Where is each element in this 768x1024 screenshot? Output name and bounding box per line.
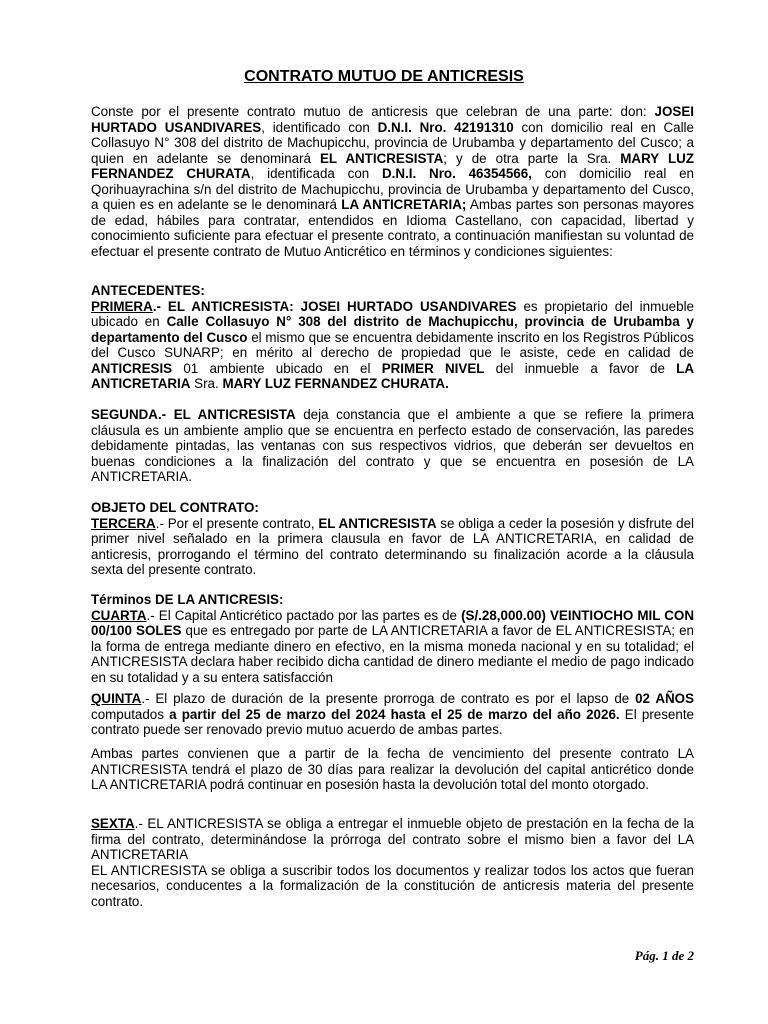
clause-quinta: QUINTA.- El plazo de duración de la presente prorroga de contrato es por el lapso de 02 AÑOS computados a partir del 25 de marzo del 2024 hasta el 25 de marzo del año 2026. El presente contrato puede ser renovado previo mutuo acuerdo de ambas partes. xyxy=(91,691,695,737)
clause-tercera: TERCERA.- Por el presente contrato, EL ANTICRESISTA se obliga a ceder la posesión y disfrute del primer nivel señalado en la primera clausula en favor de LA ANTICRETARIA, en calidad de anticresis, prorrogando el término del contrato determinando su finalización acorde a la cláusula sexta del presente contrato. xyxy=(91,515,694,577)
intro-paragraph: Conste por el presente contrato mutuo de anticresis que celebran de una parte: don: JOSEI HURTADO USANDIVARES, identificado con D.N.I. Nro. 42191310 con domicilio real en Calle Collasuyo N° 308 del distrito de Machupicchu, provincia de Urubamba y departamento del Cusco; a quien en adelante se denominará EL ANTICRESISTA; y de otra parte la Sra. MARY LUZ FERNANDEZ CHURATA, identificada con D.N.I. Nro. 46354566, con domicilio real en Qorihuayrachina s/n del distrito de Machupicchu, provincia de Urubamba y departamento del Cusco, a quien es en adelante se le denominará LA ANTICRETARIA; Ambas partes son personas mayores de edad, hábiles para contratar, entendidos en Idioma Castellano, con capacidad, libertad y conocimiento suficiente para efectuar el presente contrato, a continuación manifiestan su voluntad de efectuar el presente contrato de Mutuo Anticrético en términos y condiciones siguientes: xyxy=(91,104,694,259)
objeto-heading: OBJETO DEL CONTRATO: xyxy=(91,500,259,515)
document-title: CONTRATO MUTUO DE ANTICRESIS xyxy=(244,68,524,85)
antecedentes-heading: ANTECEDENTES: xyxy=(91,283,205,298)
clause-segunda: SEGUNDA.- EL ANTICRESISTA deja constancia que el ambiente a que se refiere la primera cláusula es un ambiente amplio que se encuentra en perfecto estado de conservación, las paredes debidamente pintadas, las ventanas con sus respectivos vidrios, que deberán ser devueltos en buenas condiciones a la finalización del contrato y que se encuentra en posesión de LA ANTICRETARIA. xyxy=(91,407,694,484)
page-number: Pág. 1 de 2 xyxy=(634,948,694,963)
objeto-section xyxy=(91,500,694,578)
clause-sexta: SEXTA.- EL ANTICRESISTA se obliga a entregar el inmueble objeto de prestación en la fecha de la firma del contrato, determinándose la prórroga del contrato sobre el mismo bien a favor del LA ANTICRETARIA EL ANTICRESISTA se obliga a suscribir todos los documentos y realizar todos los actos que fueran necesarios, conducentes a la formalización de la constitución de anticresis materia del presente contrato. xyxy=(91,816,694,909)
terminos-heading: Términos DE LA ANTICRESIS: xyxy=(91,592,284,607)
terminos-section xyxy=(91,592,694,738)
ambas-partes-paragraph: Ambas partes convienen que a partir de la fecha de vencimiento del presente contrato LA ANTICRESISTA tendrá el plazo de 30 días para realizar la devolución del capital anticrético donde LA ANTICRETARIA podrá continuar en posesión hasta la devolución total del monto otorgado. xyxy=(91,746,694,792)
clause-primera: PRIMERA.- EL ANTICRESISTA: JOSEI HURTADO USANDIVARES es propietario del inmueble ubicado en Calle Collasuyo N° 308 del distrito de Machupicchu, provincia de Urubamba y departamento del Cusco el mismo que se encuentra debidamente inscrito en los Registros Públicos del Cusco SUNARP; en mérito al derecho de propiedad que le asiste, cede en calidad de ANTICRESIS 01 ambiente ubicado en el PRIMER NIVEL del inmueble a favor de LA ANTICRETARIA Sra. MARY LUZ FERNANDEZ CHURATA. xyxy=(91,298,695,391)
antecedentes-section xyxy=(91,283,694,392)
clause-cuarta: CUARTA.- El Capital Anticrético pactado por las partes es de (S/.28,000.00) VEINTIOCHO MIL CON 00/100 SOLES que es entregado por parte de LA ANTICRETARIA a favor de EL ANTICRESISTA; en la forma de entrega mediante dinero en efectivo, en la misma moneda nacional y en su totalidad; el ANTICRESISTA declara haber recibido dicha cantidad de dinero mediante el medio de pago indicado en su totalidad y a su entera satisfacción xyxy=(91,607,694,685)
